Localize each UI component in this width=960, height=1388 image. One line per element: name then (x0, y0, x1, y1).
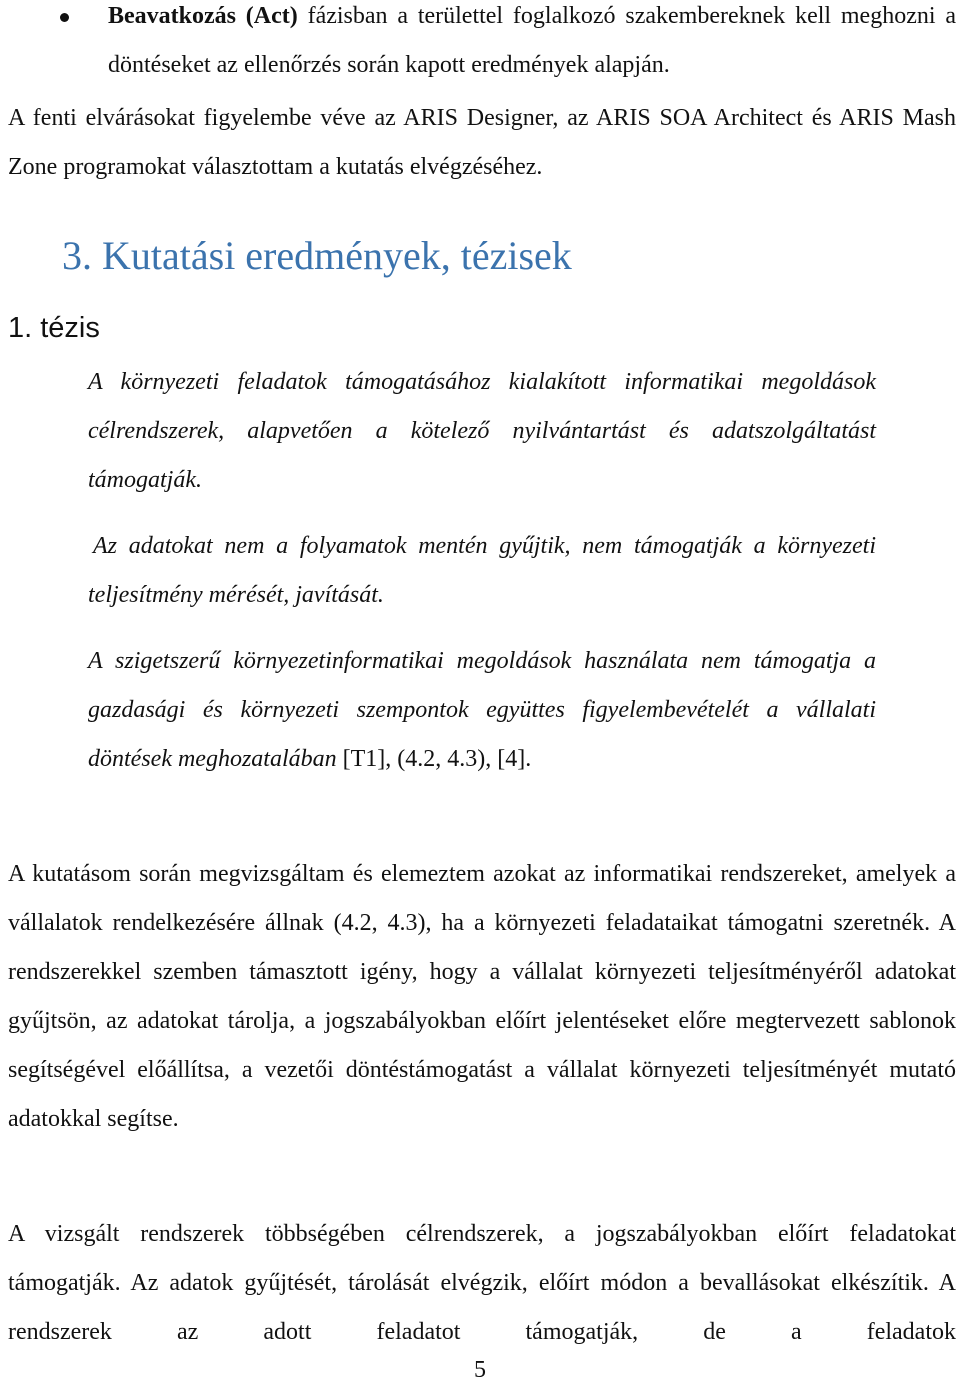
bullet-text (108, 0, 956, 90)
body-paragraph-systems: A vizsgált rendszerek többségében célrendszerek, a jogszabályokban előírt feladatokat támogatják. Az adatok gyűjtését, tárolását elvégzik, előírt módon a bevallásokat elkészítik. A rendszerek az adott feladatot támogatják, de a feladatok (8, 1221, 956, 1345)
section-heading: 3. Kutatási eredmények, tézisek (62, 233, 572, 278)
bullet-text-rest: fázisban a területtel foglalkozó szakembereknek kell meghozni a döntéseket az ellenőrzés során kapott eredmények alapján. (108, 3, 956, 78)
paragraph-tools: A fenti elvárásokat figyelembe véve az ARIS Designer, az ARIS SOA Architect és ARIS Mash Zone programokat választottam a kutatás elvégzéséhez. (8, 105, 956, 180)
thesis-label: 1. tézis (8, 312, 100, 344)
thesis-statement-3-refs: [T1], (4.2, 4.3), [4]. (336, 746, 532, 772)
page-number: 5 (474, 1357, 486, 1383)
thesis-statement-2: Az adatokat nem a folyamatok mentén gyűjtik, nem támogatják a környezeti teljesítmény mérését, javítását. (88, 533, 876, 608)
thesis-statement-1: A környezeti feladatok támogatásához kialakított informatikai megoldások célrendszerek, alapvetően a kötelező nyilvántartást és adatszolgáltatást támogatják. (88, 369, 876, 493)
body-paragraph-analysis: A kutatásom során megvizsgáltam és elemeztem azokat az informatikai rendszereket, amelyek a vállalatok rendelkezésére állnak (4.2, 4.3), ha a környezeti feladataikat támogatni szeretnék. A rendszerekkel szemben támasztott igény, hogy a vállalat környezeti teljesítményéről adatokat gyűjtsön, az adatokat tárolja, a jogszabályokban előírt jelentéseket előre megtervezett sablonok segítségével előállítsa, a vezetői döntéstámogatást a vállalat környezeti teljesítményét mutató adatokkal segítse. (8, 861, 956, 1132)
thesis-statement-3 (88, 637, 876, 784)
bullet-dot-icon (60, 13, 69, 22)
thesis-statement-3-text: A szigetszerű környezetinformatikai megoldások használata nem támogatja a gazdasági és környezeti szempontok együttes figyelembevételét a vállalati döntések meghozatalában (88, 648, 876, 772)
bullet-bold-term: Beavatkozás (Act) (108, 3, 298, 29)
